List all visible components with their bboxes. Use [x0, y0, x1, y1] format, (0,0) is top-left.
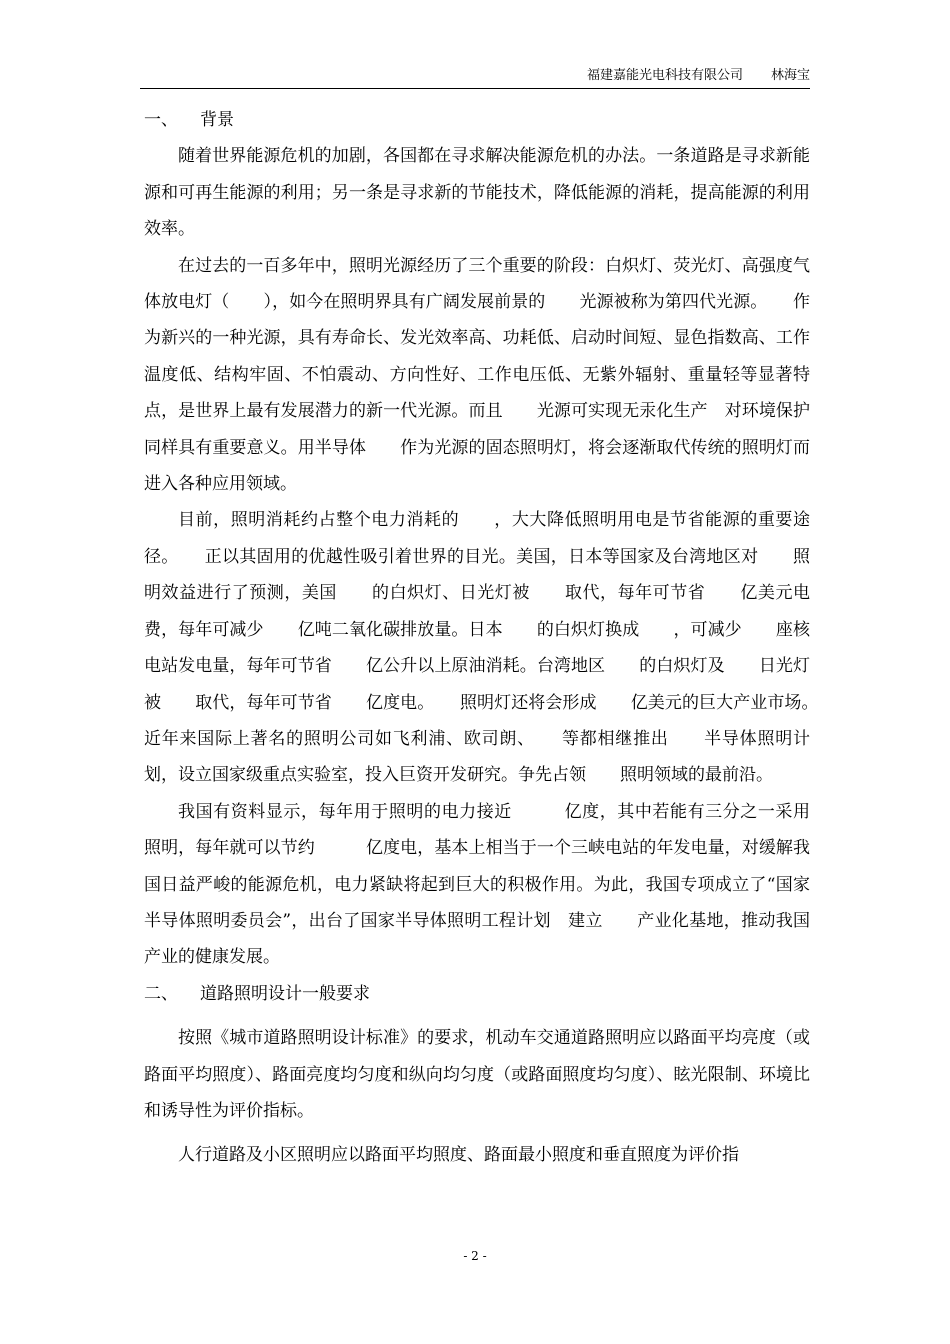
paragraph: 目前，照明消耗约占整个电力消耗的 ，大大降低照明用电是节省能源的重要途径。 正以其固用的优越性吸引着世界的目光。美国，日本等国家及台湾地区对 照明效益进行了预测，美国 的白炽灯、日光灯被 取代，每年可节省 亿美元电费，每年可减少 亿吨二氧化碳排放量。日本 的白炽灯换成 ，可减少 座核电站发电量，每年可节省 亿公升以上原油消耗。台湾地区 的白炽灯及 日光灯被 取代，每年可节省 亿度电。 照明灯还将会形成 亿美元的巨大产业市场。 近年来国际上著名的照明公司如飞利浦、欧司朗、 等都相继推出 半导体照明计划，设立国家级重点实验室，投入巨资开发研究。争先占领 照明领域的最前沿。 — [144, 510, 827, 786]
paragraph: 在过去的一百多年中，照明光源经历了三个重要的阶段：白炽灯、荧光灯、高强度气体放电灯（ ），如今在照明界具有广阔发展前景的 光源被称为第四代光源。 作为新兴的一种光源，具有寿命长、发光效率高、功耗低、启动时间短、显色指数高、工作温度低、结构牢固、不怕震动、方向性好、工作电压低、无紫外辐射、重量轻等显著特点，是世界上最有发展潜力的新一代光源。而且 光源可实现无汞化生产 对环境保护同样具有重要意义。用半导体 作为光源的固态照明灯，将会逐渐取代传统的照明灯而进入各种应用领域。 — [144, 255, 810, 495]
header-company: 福建嘉能光电科技有限公司 — [586, 68, 743, 83]
section-title: 道路照明设计一般要求 — [200, 983, 370, 1004]
page-number: - 2 - — [463, 1249, 487, 1263]
header-author: 林海宝 — [770, 68, 810, 83]
section-heading-road-lighting — [144, 976, 810, 1012]
section-title: 背景 — [200, 110, 234, 130]
page-header — [140, 64, 810, 89]
spacer — [144, 1129, 810, 1137]
paragraph: 按照《城市道路照明设计标准》的要求，机动车交通道路照明应以路面平均亮度（或路面平均照度）、路面亮度均匀度和纵向均匀度（或路面照度均匀度）、眩光限制、环境比和诱导性为评价指标。 — [144, 1028, 810, 1121]
paragraph: 随着世界能源危机的加剧，各国都在寻求解决能源危机的办法。一条道路是寻求新能源和可再生能源的利用；另一条是寻求新的节能技术，降低能源的消耗，提高能源的利用效率。 — [144, 146, 810, 240]
section-number: 二、 — [144, 983, 178, 1004]
paragraph: 我国有资料显示，每年用于照明的电力接近 亿度，其中若能有三分之一采用 照明，每年就可以节约 亿度电，基本上相当于一个三峡电站的年发电量，对缓解我国日益严峻的能源危机，电力紧缺将起到巨大的积极作用。为此，我国专项成立了“国家半导体照明委员会”，出台了国家半导体照明工程计划 建立 产业化基地，推动我国 产业的健康发展。 — [144, 801, 844, 968]
document-body — [144, 102, 844, 1174]
paragraph: 人行道路及小区照明应以路面平均照度、路面最小照度和垂直照度为评价指 — [178, 1145, 739, 1166]
section-number: 一、 — [144, 110, 178, 130]
section-heading-background — [144, 102, 810, 138]
spacer — [144, 1012, 810, 1020]
